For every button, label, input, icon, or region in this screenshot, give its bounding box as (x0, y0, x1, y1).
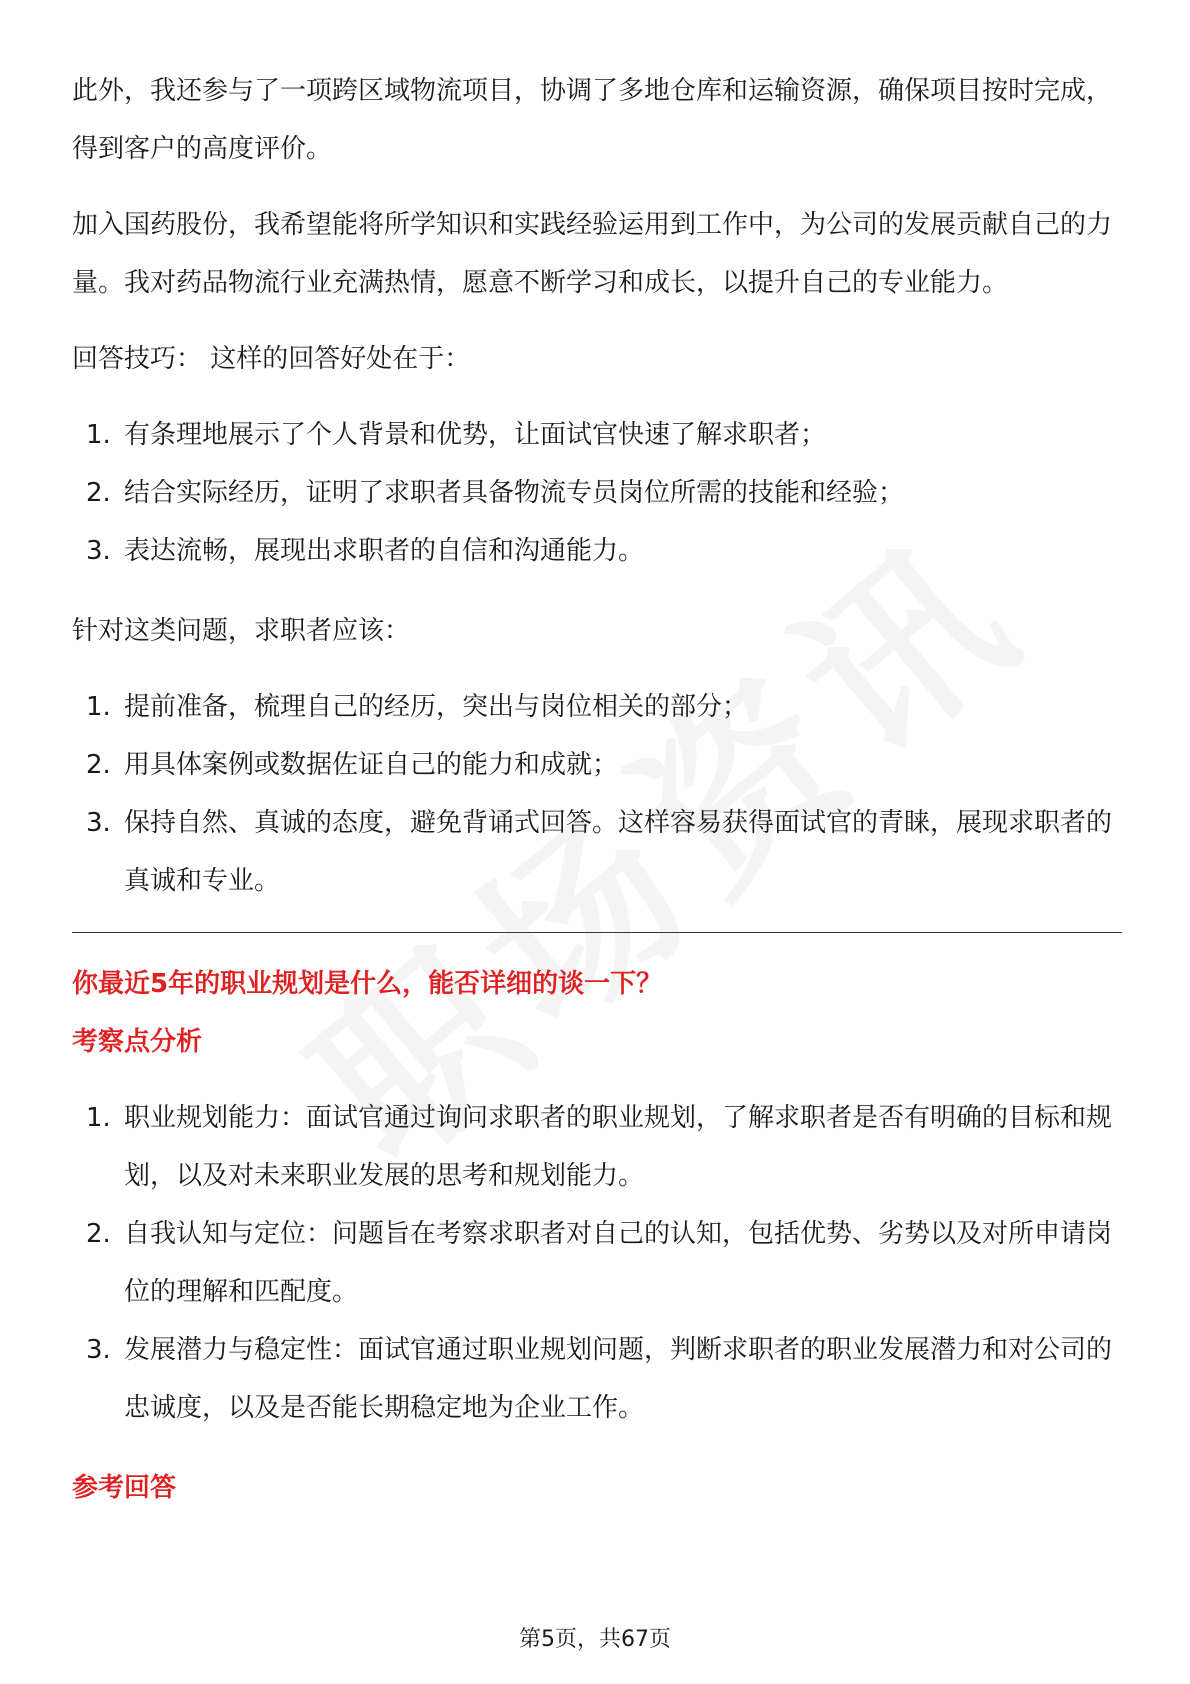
list-item: 1. 职业规划能力：面试官通过询问求职者的职业规划，了解求职者是否有明确的目标和规划，以及对未来职业发展的思考和规划能力。 (86, 1103, 1113, 1191)
list-item: 3. 发展潜力与稳定性：面试官通过职业规划问题，判断求职者的职业发展潜力和对公司的忠诚度，以及是否能长期稳定地为企业工作。 (86, 1335, 1113, 1423)
page-footer: 第5页，共67页 (519, 1627, 671, 1652)
analysis-heading: 考察点分析 (72, 1027, 203, 1057)
list-item: 1. 提前准备，梳理自己的经历，突出与岗位相关的部分； (86, 692, 749, 722)
list-item: 3. 表达流畅，展现出求职者的自信和沟通能力。 (86, 536, 645, 566)
list-item: 3. 保持自然、真诚的态度，避免背诵式回答。这样容易获得面试官的青睐，展现求职者的真诚和专业。 (86, 808, 1113, 896)
reference-heading: 参考回答 (72, 1473, 177, 1503)
paragraph-advice-intro: 针对这类问题，求职者应该： (72, 616, 411, 646)
list-item: 1. 有条理地展示了个人背景和优势，让面试官快速了解求职者； (86, 420, 827, 450)
question-title: 你最近5年的职业规划是什么，能否详细的谈一下？ (72, 969, 663, 999)
analysis-list (72, 1089, 1122, 1437)
list-item: 2. 用具体案例或数据佐证自己的能力和成就； (86, 750, 619, 780)
page-content (72, 62, 1122, 1517)
list-item: 2. 自我认知与定位：问题旨在考察求职者对自己的认知，包括优势、劣势以及对所申请岗位的理解和匹配度。 (86, 1219, 1113, 1307)
advice-list (72, 678, 1122, 910)
list-item: 2. 结合实际经历，证明了求职者具备物流专员岗位所需的技能和经验； (86, 478, 905, 508)
paragraph-tips-intro: 回答技巧： 这样的回答好处在于： (72, 344, 471, 374)
paragraph-motivation: 加入国药股份，我希望能将所学知识和实践经验运用到工作中，为公司的发展贡献自己的力量。我对药品物流行业充满热情，愿意不断学习和成长，以提升自己的专业能力。 (72, 210, 1113, 298)
section-divider (72, 932, 1122, 933)
tips-list (72, 406, 1122, 580)
paragraph-project: 此外，我还参与了一项跨区域物流项目，协调了多地仓库和运输资源，确保项目按时完成，得到客户的高度评价。 (72, 76, 1113, 164)
